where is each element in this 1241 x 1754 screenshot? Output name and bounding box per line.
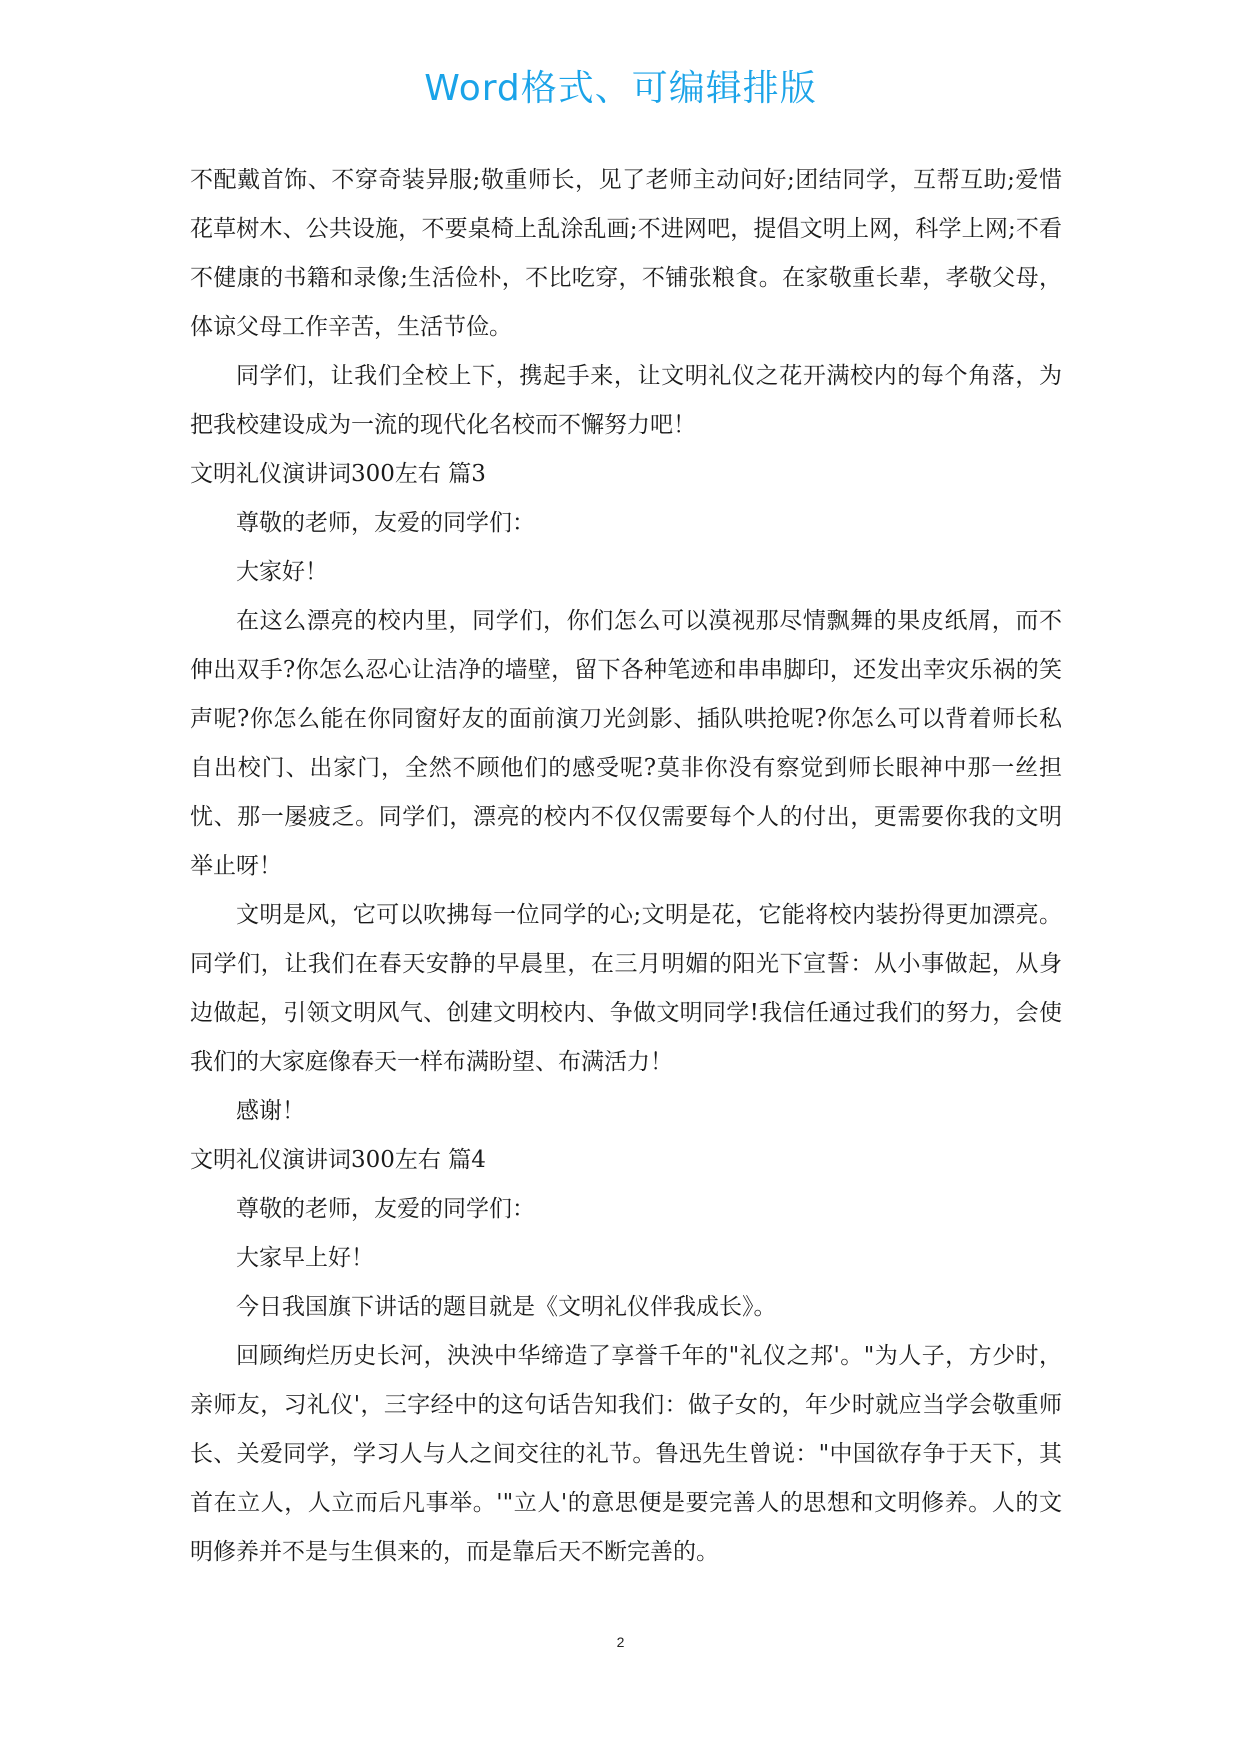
page-header-title: Word格式、可编辑排版 [424,68,817,109]
section-heading-3: 文明礼仪演讲词300左右 篇3 [190,461,486,487]
page-number: 2 [616,1634,625,1650]
paragraph-10: 今日我国旗下讲话的题目就是《文明礼仪伴我成长》。 [236,1294,777,1320]
salutation-4: 尊敬的老师，友爱的同学们： [236,1196,535,1222]
paragraph-5: 在这么漂亮的校内里，同学们，你们怎么可以漠视那尽情飘舞的果皮纸屑，而不伸出双手?你怎么忍心让洁净的墙壁，留下各种笔迹和串串脚印，还发出幸灾乐祸的笑声呢?你怎么能在你同窗好友的面前演刀光剑影、插队哄抢呢?你怎么可以背着师长私自出校门、出家门，全然不顾他们的感受呢?莫非你没有察觉到师长眼神中那一丝担忧、那一屡疲乏。同学们，漂亮的校内不仅仅需要每个人的付出，更需要你我的文明举止呀！ [190,608,1062,879]
paragraph-11: 回顾绚烂历史长河，泱泱中华缔造了享誉千年的"礼仪之邦'。"为人子，方少时，亲师友，习礼仪'，三字经中的这句话告知我们：做子女的，年少时就应当学会敬重师长、关爱同学，学习人与人之间交往的礼节。鲁迅先生曾说："中国欲存争于天下，其首在立人，人立而后凡事举。'"立人'的意思便是要完善人的思想和文明修养。人的文明修养并不是与生俱来的，而是靠后天不断完善的。 [190,1343,1062,1565]
salutation-3: 尊敬的老师，友爱的同学们： [236,510,535,536]
section-heading-4: 文明礼仪演讲词300左右 篇4 [190,1147,486,1173]
paragraph-1: 不配戴首饰、不穿奇装异服;敬重师长，见了老师主动问好;团结同学，互帮互助;爱惜花草树木、公共设施，不要桌椅上乱涂乱画;不进网吧，提倡文明上网，科学上网;不看不健康的书籍和录像;生活俭朴，不比吃穿，不铺张粮食。在家敬重长辈，孝敬父母，体谅父母工作辛苦，生活节俭。 [190,167,1062,340]
closing-thanks: 感谢！ [236,1098,305,1124]
greeting-3: 大家好！ [236,559,328,585]
paragraph-2: 同学们，让我们全校上下，携起手来，让文明礼仪之花开满校内的每个角落，为把我校建设成为一流的现代化名校而不懈努力吧！ [190,363,1062,438]
paragraph-6: 文明是风，它可以吹拂每一位同学的心;文明是花，它能将校内装扮得更加漂亮。同学们，让我们在春天安静的早晨里，在三月明媚的阳光下宣誓：从小事做起，从身边做起，引领文明风气、创建文明校内、争做文明同学!我信任通过我们的努力，会使我们的大家庭像春天一样布满盼望、布满活力！ [190,902,1062,1075]
greeting-4: 大家早上好！ [236,1245,374,1271]
document-body [190,156,1062,1577]
